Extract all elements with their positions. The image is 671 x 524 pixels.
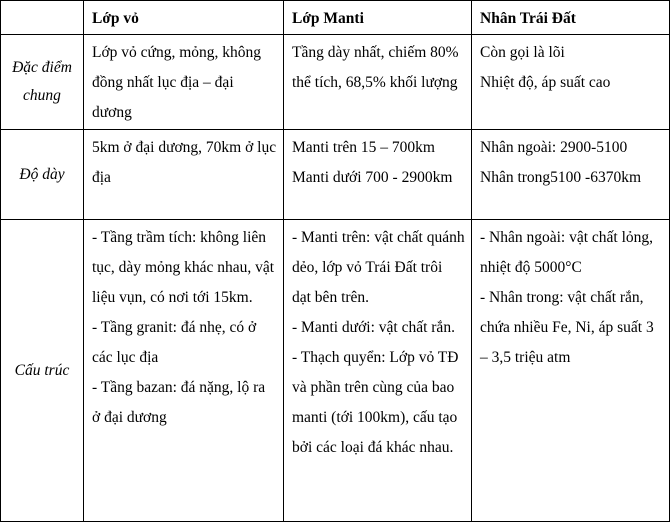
cell-text: - Manti dưới: vật chất rắn. xyxy=(292,319,455,336)
cell-text: - Manti trên: vật chất quánh dẻo, lớp vỏ Trái Đất trôi dạt bên trên. xyxy=(292,229,465,306)
cell-text: - Nhân trong: vật chất rắn, chứa nhiều Fe, Ni, áp suất 3 – 3,5 triệu atm xyxy=(480,289,654,366)
cell-text: - Tầng granit: đá nhẹ, có ở các lục địa xyxy=(92,319,257,366)
cell-text: Manti dưới 700 - 2900km xyxy=(292,169,453,186)
cell-crust-structure xyxy=(84,220,284,522)
row-label-thickness: Độ dày xyxy=(1,130,84,220)
row-label-structure: Cấu trúc xyxy=(1,220,84,522)
header-corner xyxy=(1,1,84,35)
cell-text: Nhân ngoài: 2900-5100 xyxy=(480,139,628,156)
cell-text: Còn gọi là lõi xyxy=(480,44,565,61)
row-general-features xyxy=(1,35,670,130)
cell-text: - Tầng bazan: đá nặng, lộ ra ở đại dương xyxy=(92,379,266,426)
cell-text: Nhân trong5100 -6370km xyxy=(480,169,642,186)
cell-text: Tầng dày nhất, chiếm 80% thể tích, 68,5% khối lượng xyxy=(292,44,459,91)
cell-text: - Thạch quyển: Lớp vỏ TĐ và phần trên cùng của bao manti (tới 100km), cấu tạo bởi các loại đá khác nhau. xyxy=(292,349,459,456)
row-structure xyxy=(1,220,670,522)
cell-text: - Nhân ngoài: vật chất lỏng, nhiệt độ 5000°C xyxy=(480,229,654,276)
cell-core-general xyxy=(472,35,670,130)
cell-text: Lớp vỏ cứng, mỏng, không đồng nhất lục địa – đại dương xyxy=(92,44,262,121)
cell-text: Manti trên 15 – 700km xyxy=(292,139,435,156)
cell-core-structure xyxy=(472,220,670,522)
header-core: Nhân Trái Đất xyxy=(472,1,670,35)
header-crust: Lớp vỏ xyxy=(84,1,284,35)
cell-mantle-general xyxy=(284,35,472,130)
cell-text: Nhiệt độ, áp suất cao xyxy=(480,74,611,91)
cell-crust-thickness xyxy=(84,130,284,220)
cell-crust-general xyxy=(84,35,284,130)
row-thickness xyxy=(1,130,670,220)
cell-mantle-thickness xyxy=(284,130,472,220)
cell-mantle-structure xyxy=(284,220,472,522)
cell-text: - Tầng trầm tích: không liên tục, dày mỏng khác nhau, vật liệu vụn, có nơi tới 15km. xyxy=(92,229,275,306)
cell-core-thickness xyxy=(472,130,670,220)
header-row xyxy=(1,1,670,35)
row-label-general: Đặc điểm chung xyxy=(1,35,84,130)
cell-text: 5km ở đại dương, 70km ở lục địa xyxy=(92,139,277,186)
header-mantle: Lớp Manti xyxy=(284,1,472,35)
